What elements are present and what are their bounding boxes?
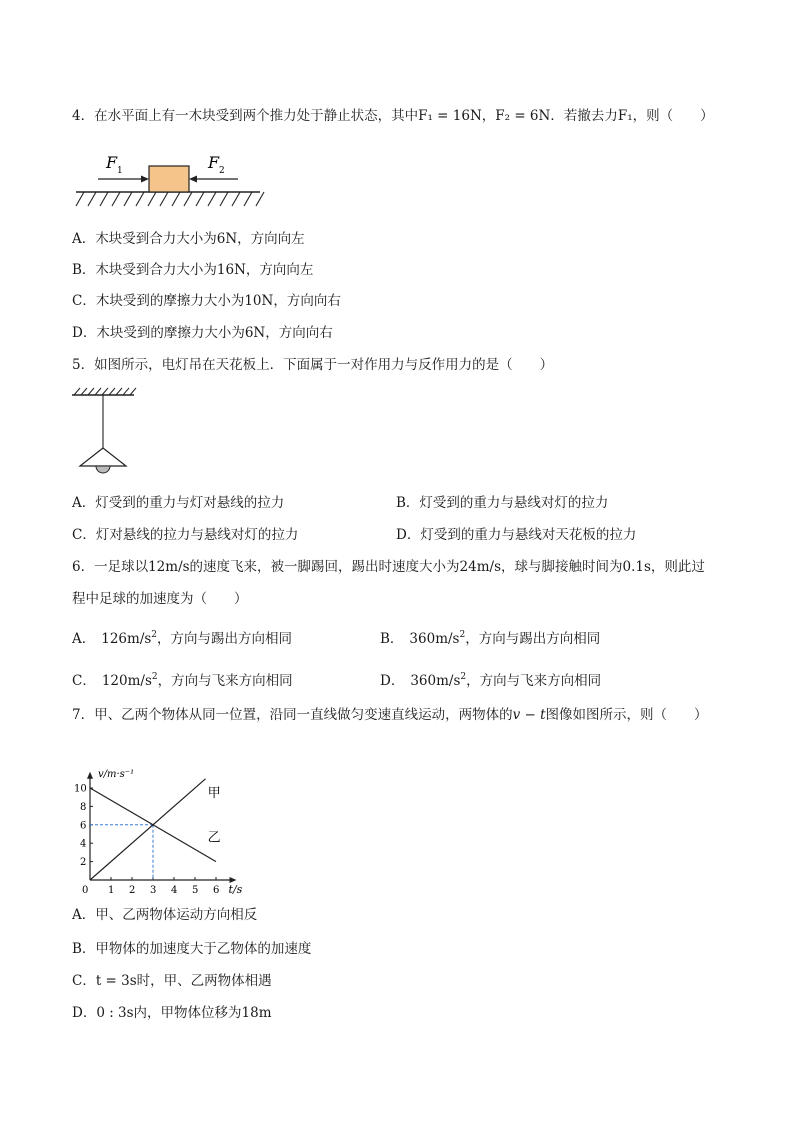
q4-stem-text: 4．在水平面上有一木块受到两个推力处于静止状态，其中F₁ = 16N，F₂ = 6N．若撤去力F₁，则（ ） — [72, 108, 714, 124]
q6-option-c[interactable] — [72, 668, 293, 690]
q7-stem — [72, 706, 708, 724]
x-tick-label: 1 — [108, 885, 115, 894]
x-tick-label: 4 — [171, 885, 178, 894]
q7-stem-pre: 7．甲、乙两个物体从同一位置，沿同一直线做匀变速直线运动，两物体的 — [72, 707, 513, 723]
f2-sub: 2 — [219, 166, 225, 176]
option-sup: 2 — [460, 672, 467, 682]
ceiling-hatching — [74, 388, 136, 395]
series-line-jia — [90, 779, 206, 880]
q4-option-c[interactable]: C．木块受到的摩擦力大小为10N，方向向右 — [72, 293, 341, 309]
q4-option-b[interactable]: B．木块受到合力大小为16N，方向向左 — [72, 262, 314, 278]
f1-arrowhead — [141, 176, 149, 183]
y-tick-label: 2 — [80, 857, 87, 869]
option-letter: B． — [380, 631, 404, 647]
x-axis-label: t/s — [228, 883, 243, 894]
option-rest: ，方向与飞来方向相同 — [157, 673, 293, 689]
y-tick-label: 10 — [74, 783, 87, 795]
q4-option-d[interactable]: D．木块受到的摩擦力大小为6N，方向向右 — [72, 325, 333, 341]
f2-label: F — [208, 153, 220, 172]
q7-option-b[interactable]: B．甲物体的加速度大于乙物体的加速度 — [72, 941, 312, 957]
y-tick-label: 6 — [80, 820, 87, 832]
y-axis-label: v/m·s⁻¹ — [98, 768, 135, 780]
q5-option-b[interactable]: B．灯受到的重力与悬线对灯的拉力 — [396, 495, 609, 511]
option-sup: 2 — [459, 630, 466, 640]
series-label-jia: 甲 — [207, 786, 221, 802]
option-value: 360m/s — [409, 631, 460, 647]
q6-stem-line2: 程中足球的加速度为（ ） — [72, 591, 248, 607]
x-tick-label: 0 — [82, 885, 89, 894]
lamp-bulb — [96, 466, 110, 473]
q6-option-a[interactable] — [72, 626, 292, 648]
option-sup: 2 — [151, 630, 158, 640]
option-sup: 2 — [151, 672, 158, 682]
q5-option-c[interactable]: C．灯对悬线的拉力与悬线对灯的拉力 — [72, 527, 299, 543]
q5-option-d[interactable]: D．灯受到的重力与悬线对天花板的拉力 — [396, 527, 637, 543]
q5-option-a[interactable]: A．灯受到的重力与灯对悬线的拉力 — [72, 495, 285, 511]
y-tick-label: 4 — [80, 838, 87, 850]
ground-hatching — [76, 192, 264, 206]
option-letter: D． — [380, 673, 405, 689]
option-letter: A． — [72, 631, 96, 647]
q6-stem-line1: 6．一足球以12m/s的速度飞来，被一脚踢回，踢出时速度大小为24m/s，球与脚接触时间为0.1s，则此过 — [72, 559, 705, 575]
option-rest: ，方向与踢出方向相同 — [465, 631, 601, 647]
f2-arrowhead — [189, 176, 197, 183]
option-letter: C． — [72, 673, 96, 689]
y-tick-label: 8 — [80, 801, 87, 813]
wood-block — [149, 166, 189, 192]
q4-option-a[interactable]: A．木块受到合力大小为6N，方向向左 — [72, 231, 305, 247]
q7-option-a[interactable]: A．甲、乙两物体运动方向相反 — [72, 907, 258, 923]
x-tick-label: 6 — [213, 885, 220, 894]
q7-stem-post: 图像如图所示，则（ ） — [545, 707, 708, 723]
q6-option-d[interactable] — [380, 668, 601, 690]
option-rest: ，方向与踢出方向相同 — [157, 631, 293, 647]
q5-stem: 5．如图所示，电灯吊在天花板上．下面属于一对作用力与反作用力的是（ ） — [72, 357, 554, 373]
lamp-shade — [80, 448, 126, 466]
x-tick-label: 2 — [129, 885, 136, 894]
y-axis-arrowhead — [87, 772, 93, 779]
x-tick-label: 3 — [150, 885, 157, 894]
q7-option-d[interactable]: D．0 : 3s内，甲物体位移为18m — [72, 1005, 272, 1021]
q7-stem-math: v − t — [512, 707, 546, 723]
q6-option-b[interactable] — [380, 626, 600, 648]
option-value: 126m/s — [101, 631, 152, 647]
series-label-yi: 乙 — [207, 830, 221, 846]
q7-option-c[interactable]: C．t = 3s时，甲、乙两物体相遇 — [72, 973, 272, 989]
q4-stem — [72, 107, 714, 125]
f1-sub: 1 — [117, 166, 123, 176]
f1-label: F — [106, 153, 118, 172]
q5-lamp-figure — [70, 386, 140, 476]
q4-block-figure — [70, 148, 270, 218]
option-rest: ，方向与飞来方向相同 — [466, 673, 602, 689]
x-tick-label: 5 — [192, 885, 199, 894]
vt-graph — [70, 734, 260, 894]
option-value: 360m/s — [410, 673, 461, 689]
option-value: 120m/s — [101, 673, 152, 689]
